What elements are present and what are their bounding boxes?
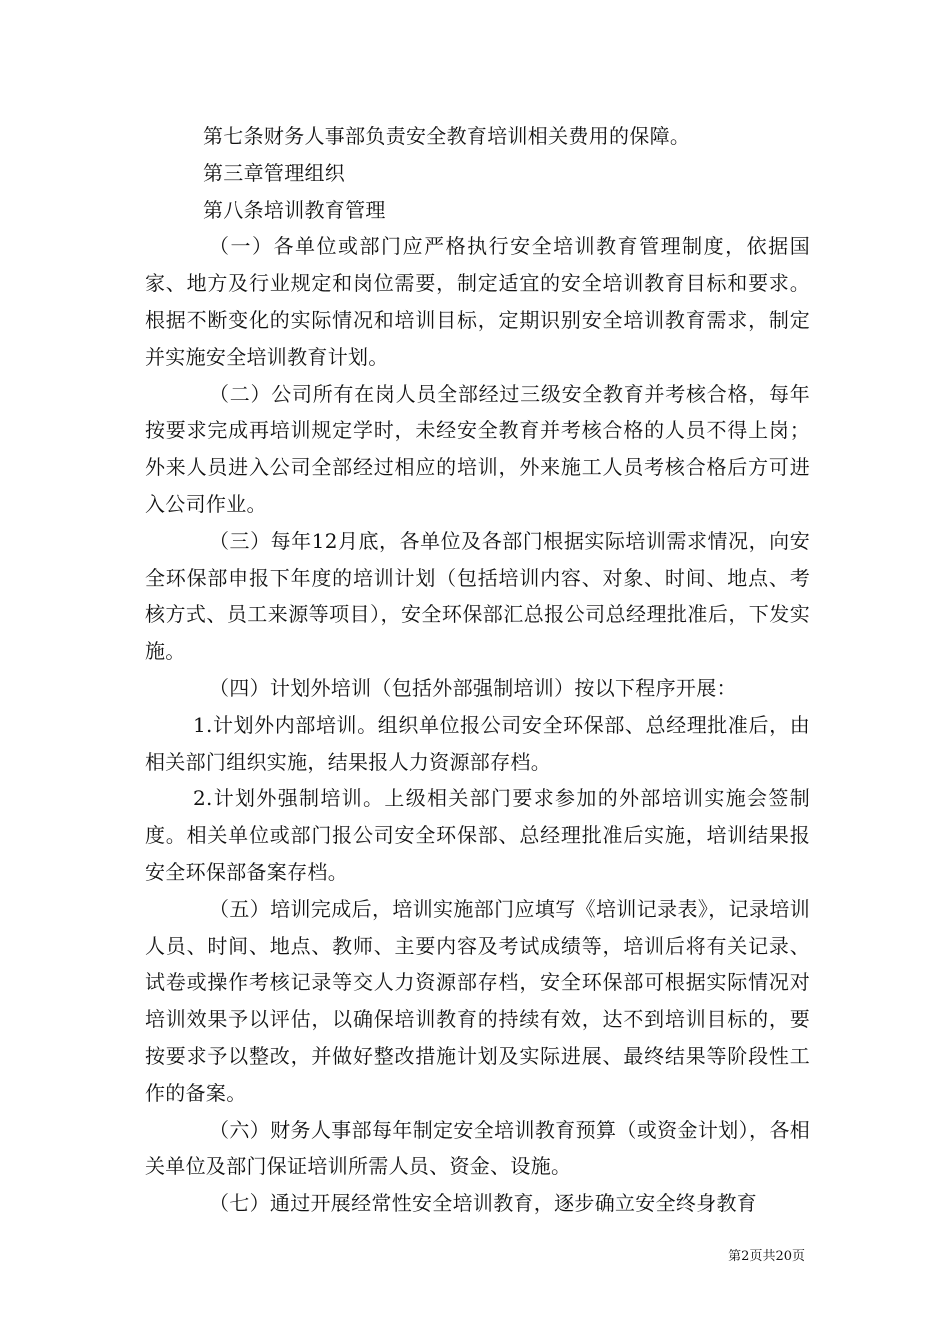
- article-8-heading: 第八条培训教育管理: [203, 197, 386, 222]
- clause-2: （二）公司所有在岗人员全部经过三级安全教育并考核合格，每年按要求完成再培训规定学时，未经安全教育并考核合格的人员不得上岗；外来人员进入公司全部经过相应的培训，外来施工人员考核合格后方可进入公司作业。: [145, 381, 810, 516]
- page-number: 第2页共20页: [728, 1249, 805, 1264]
- clause-4: （四）计划外培训（包括外部强制培训）按以下程序开展：: [209, 675, 737, 700]
- clause-5: （五）培训完成后，培训实施部门应填写《培训记录表》，记录培训人员、时间、地点、教师、主要内容及考试成绩等，培训后将有关记录、试卷或操作考核记录等交人力资源部存档，安全环保部可根据实际情况对培训效果予以评估，以确保培训教育的持续有效，达不到培训目标的，要按要求予以整改，并做好整改措施计划及实际进展、最终结果等阶段性工作的备案。: [145, 896, 810, 1105]
- clause-3: （三）每年12月底，各单位及各部门根据实际培训需求情况，向安全环保部申报下年度的培训计划（包括培训内容、对象、时间、地点、考核方式、员工来源等项目），安全环保部汇总报公司总经理批准后，下发实施。: [145, 528, 810, 664]
- clause-1: （一）各单位或部门应严格执行安全培训教育管理制度，依据国家、地方及行业规定和岗位需要，制定适宜的安全培训教育目标和要求。根据不断变化的实际情况和培训目标，定期识别安全培训教育需求，制定并实施安全培训教育计划。: [145, 234, 810, 369]
- article-7: 第七条财务人事部负责安全教育培训相关费用的保障。: [203, 124, 691, 148]
- clause-7: （七）通过开展经常性安全培训教育，逐步确立安全终身教育: [209, 1191, 758, 1216]
- clause-6: （六）财务人事部每年制定安全培训教育预算（或资金计划），各相关单位及部门保证培训所需人员、资金、设施。: [145, 1117, 810, 1179]
- sub-clause-1: 1.计划外内部培训。组织单位报公司安全环保部、总经理批准后，由相关部门组织实施，结果报人力资源部存档。: [145, 712, 810, 774]
- chapter-3-heading: 第三章管理组织: [203, 160, 346, 185]
- document-body: [145, 118, 810, 1222]
- sub-clause-2: 2.计划外强制培训。上级相关部门要求参加的外部培训实施会签制度。相关单位或部门报公司安全环保部、总经理批准后实施，培训结果报安全环保部备案存档。: [145, 786, 810, 884]
